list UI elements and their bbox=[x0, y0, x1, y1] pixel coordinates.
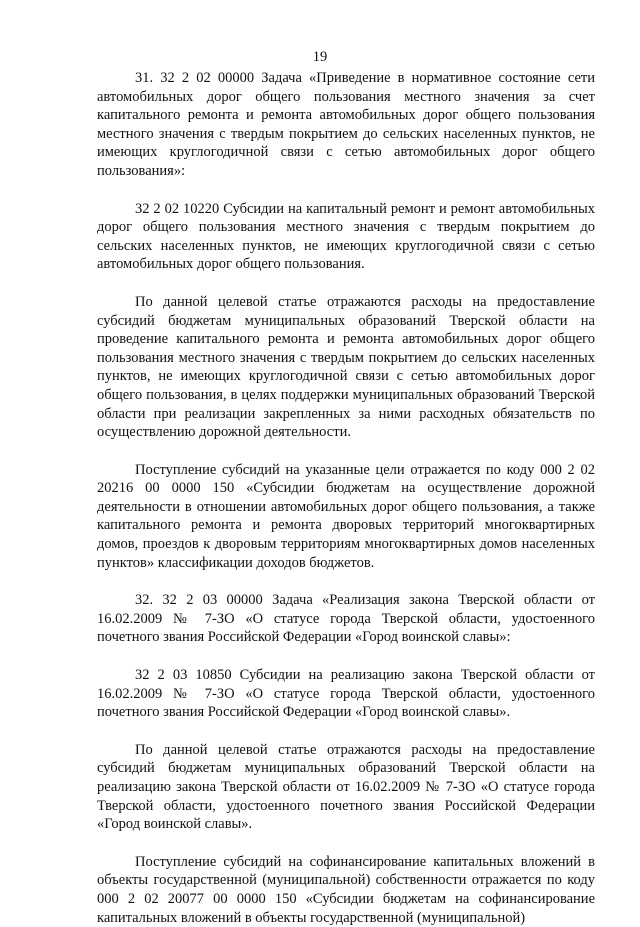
document-body bbox=[97, 69, 595, 927]
paragraph-task-32: 32. 32 2 03 00000 Задача «Реализация закона Тверской области от 16.02.2009 № 7-ЗО «О статусе города Тверской области, удостоенного почетного звания Российской Федерации «Город воинской славы»: bbox=[97, 592, 595, 646]
paragraph-income-code-1: Поступление субсидий на указанные цели отражается по коду 000 2 02 20216 00 0000 150 «Субсидии бюджетам на осуществление дорожной деятельности в отношении автомобильных дорог общего пользования, а также капитального ремонта и ремонта дворовых территорий многоквартирных домов, проездов к дворовым территориям многоквартирных домов населенных пунктов» классификации доходов бюджетов. bbox=[97, 461, 595, 571]
paragraph-expense-description-1: По данной целевой статье отражаются расходы на предоставление субсидий бюджетам муниципальных образований Тверской области на проведение капитального ремонта и ремонта автомобильных дорог общего пользования местного значения с твердым покрытием до сельских населенных пунктов, не имеющих круглогодичной связи с сетью автомобильных дорог общего пользования, в целях поддержки муниципальных образований Тверской области при реализации закрепленных за ними расходных обязательств по осуществлению дорожной деятельности. bbox=[97, 293, 595, 441]
page-number: 19 bbox=[312, 49, 328, 65]
paragraph-article-32-2-02-10220: 32 2 02 10220 Субсидии на капитальный ремонт и ремонт автомобильных дорог общего пользования местного значения с твердым покрытием до сельских населенных пунктов, не имеющих круглогодичной связи с сетью автомобильных дорог общего пользования. bbox=[97, 200, 595, 273]
paragraph-article-32-2-03-10850: 32 2 03 10850 Субсидии на реализацию закона Тверской области от 16.02.2009 № 7-ЗО «О статусе города Тверской области, удостоенного почетного звания Российской Федерации «Город воинской славы». bbox=[97, 667, 595, 721]
paragraph-task-31: 31. 32 2 02 00000 Задача «Приведение в нормативное состояние сети автомобильных дорог общего пользования местного значения за счет капитального ремонта и ремонта автомобильных дорог общего пользования местного значения с твердым покрытием до сельских населенных пунктов, не имеющих круглогодичной связи с сетью автомобильных дорог общего пользования»: bbox=[97, 70, 595, 179]
paragraph-expense-description-2: По данной целевой статье отражаются расходы на предоставление субсидий бюджетам муниципальных образований Тверской области на реализацию закона Тверской области от 16.02.2009 № 7-ЗО «О статусе города Тверской области, удостоенного почетного звания Российской Федерации «Город воинской славы». bbox=[97, 741, 595, 833]
paragraph-income-code-2: Поступление субсидий на софинансирование капитальных вложений в объекты государственной (муниципальной) собственности отражается по коду 000 2 02 20077 00 0000 150 «Субсидии бюджетам на софинансирование капитальных вложений в объекты государственной (муниципальной) bbox=[97, 853, 595, 926]
